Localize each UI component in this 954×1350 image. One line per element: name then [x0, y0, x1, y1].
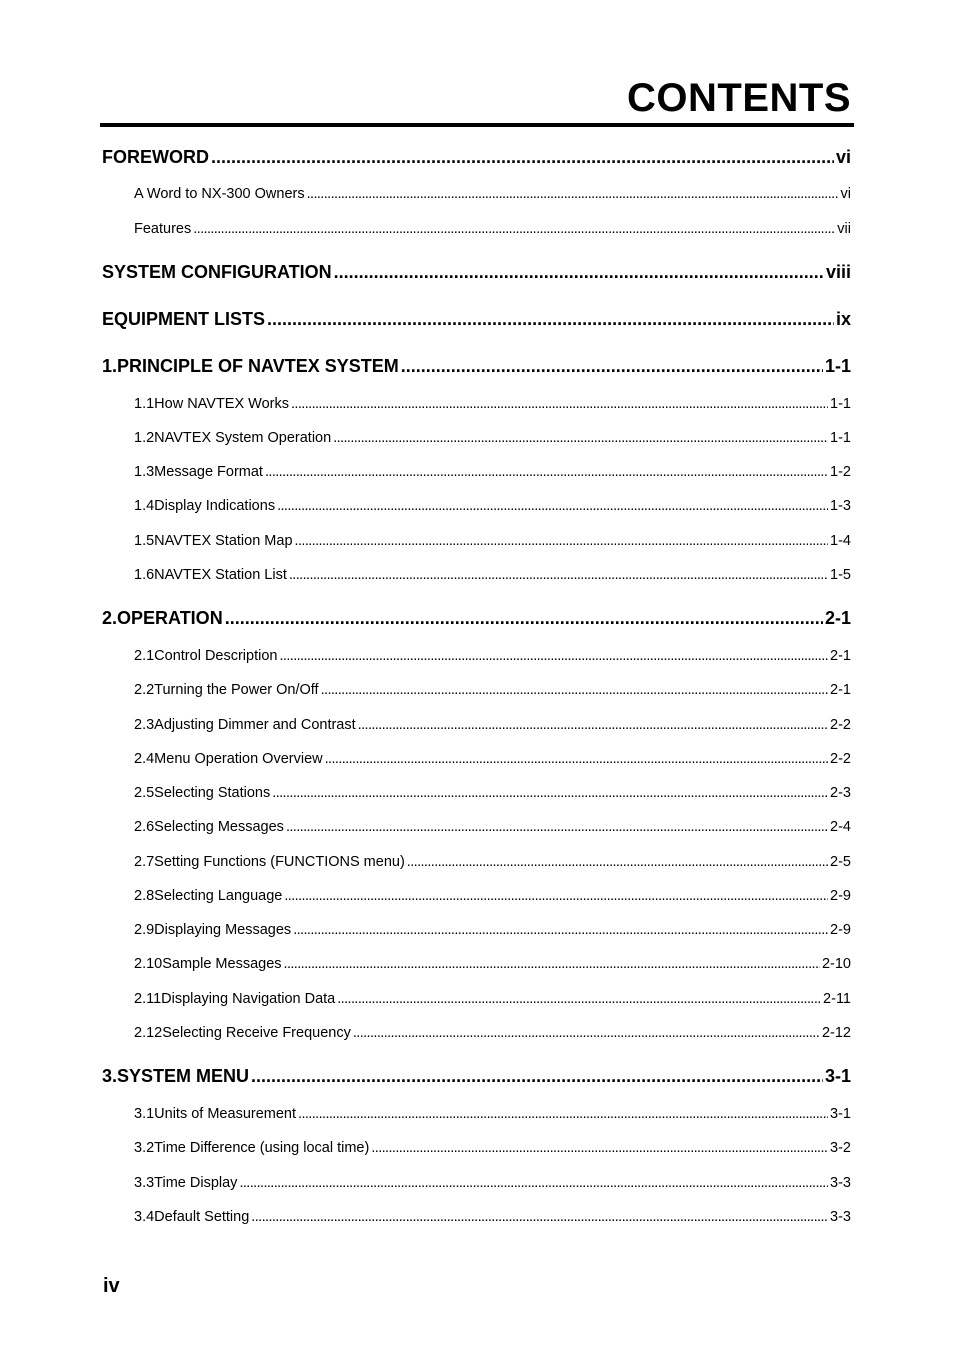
dot-leader [289, 567, 828, 583]
toc-entry-number: 1.4 [134, 498, 155, 514]
toc-entry-label: How NAVTEX Works [154, 396, 289, 412]
toc-section-entry [102, 648, 851, 664]
toc-entry-page: 1-4 [830, 533, 851, 549]
dot-leader [371, 1140, 828, 1156]
toc-entry-page: 2-2 [830, 717, 851, 733]
toc-entry-number: 2.5 [134, 785, 155, 801]
dot-leader [291, 396, 828, 412]
toc-section-entry [102, 888, 851, 904]
toc-chapter-entry [102, 1066, 851, 1087]
toc-section-entry [102, 1025, 851, 1041]
toc-section-entry [102, 854, 851, 870]
toc-section-entry [102, 430, 851, 446]
toc-entry-number: 3. [102, 1066, 118, 1086]
toc-entry-label: Time Display [154, 1175, 238, 1191]
toc-entry-number: 3.3 [134, 1175, 155, 1191]
toc-entry-number: 2.10 [134, 956, 163, 972]
toc-entry-label: SYSTEM MENU [117, 1066, 250, 1086]
toc-entry-page: vii [837, 221, 851, 237]
toc-section-entry [102, 819, 851, 835]
toc-entry-page: 3-3 [830, 1209, 851, 1225]
toc-section-entry [102, 956, 851, 972]
toc-entry-page: 1-1 [824, 356, 851, 376]
toc-section-entry [102, 464, 851, 480]
dot-leader [298, 1106, 828, 1122]
toc-section-entry [102, 922, 851, 938]
toc-entry-label: Units of Measurement [154, 1106, 297, 1122]
toc-entry-page: vi [840, 186, 851, 202]
toc-entry-label: A Word to NX-300 Owners [134, 186, 305, 202]
dot-leader [358, 717, 828, 733]
toc-chapter-entry [102, 356, 851, 377]
toc-entry-page: 2-1 [824, 608, 851, 628]
toc-entry-label: Displaying Navigation Data [161, 991, 336, 1007]
toc-chapter-entry [102, 147, 851, 168]
toc-entry-page: 2-9 [830, 888, 851, 904]
toc-section-entry [102, 186, 851, 202]
toc-entry-number: 2. [102, 608, 118, 628]
toc-section-entry [102, 1209, 851, 1225]
toc-entry-page: 1-2 [830, 464, 851, 480]
toc-entry-page: 1-1 [830, 430, 851, 446]
toc-entry-label: OPERATION [117, 608, 223, 628]
toc-section-entry [102, 717, 851, 733]
dot-leader [407, 854, 828, 870]
toc-section-entry [102, 785, 851, 801]
toc-entry-number: 2.8 [134, 888, 155, 904]
toc-entry-number: 2.4 [134, 751, 155, 767]
toc-entry-label: PRINCIPLE OF NAVTEX SYSTEM [117, 356, 399, 376]
toc-entry-number: 2.12 [134, 1025, 163, 1041]
toc-entry-number: 3.2 [134, 1140, 155, 1156]
toc-entry-page: 2-3 [830, 785, 851, 801]
dot-leader [307, 186, 839, 202]
dot-leader [279, 648, 828, 664]
toc-entry-label: Turning the Power On/Off [154, 682, 319, 698]
toc-entry-number: 2.9 [134, 922, 155, 938]
dot-leader [334, 262, 824, 283]
toc-entry-label: Default Setting [154, 1209, 250, 1225]
toc-entry-page: 2-12 [821, 1025, 851, 1041]
toc-section-entry [102, 498, 851, 514]
dot-leader [337, 991, 821, 1007]
toc-entry-label: Features [134, 221, 192, 237]
dot-leader [286, 819, 828, 835]
toc-entry-page: 3-3 [830, 1175, 851, 1191]
toc-entry-page: 3-2 [830, 1140, 851, 1156]
toc-section-entry [102, 1106, 851, 1122]
toc-entry-label: Selecting Language [154, 888, 283, 904]
toc-entry-label: Display Indications [154, 498, 276, 514]
toc-section-entry [102, 396, 851, 412]
toc-section-entry [102, 682, 851, 698]
toc-entry-label: Sample Messages [162, 956, 282, 972]
toc-entry-number: 2.11 [134, 991, 162, 1007]
toc-entry-number: 2.7 [134, 854, 155, 870]
toc-entry-page: 2-5 [830, 854, 851, 870]
dot-leader [284, 956, 820, 972]
dot-leader [325, 751, 828, 767]
toc-entry-number: 1.5 [134, 533, 155, 549]
page-number: iv [103, 1275, 120, 1297]
table-of-contents [102, 0, 851, 1350]
dot-leader [353, 1025, 820, 1041]
toc-section-entry [102, 221, 851, 237]
dot-leader [211, 147, 834, 168]
dot-leader [193, 221, 835, 237]
toc-entry-page: 2-4 [830, 819, 851, 835]
toc-entry-label: Control Description [154, 648, 278, 664]
toc-entry-number: 1.2 [134, 430, 155, 446]
toc-entry-label: Displaying Messages [154, 922, 292, 938]
toc-entry-label: NAVTEX System Operation [154, 430, 332, 446]
dot-leader [401, 356, 823, 377]
toc-entry-label: NAVTEX Station Map [154, 533, 293, 549]
dot-leader [293, 922, 828, 938]
dot-leader [321, 682, 828, 698]
toc-entry-page: 2-10 [821, 956, 851, 972]
toc-chapter-entry [102, 608, 851, 629]
toc-entry-page: 2-11 [823, 991, 851, 1007]
toc-entry-page: 1-5 [830, 567, 851, 583]
dot-leader [295, 533, 829, 549]
toc-section-entry [102, 751, 851, 767]
dot-leader [251, 1209, 828, 1225]
dot-leader [225, 608, 823, 629]
toc-entry-page: 1-1 [830, 396, 851, 412]
dot-leader [277, 498, 828, 514]
toc-entry-label: Selecting Stations [154, 785, 271, 801]
toc-entry-number: 2.1 [134, 648, 155, 664]
dot-leader [265, 464, 828, 480]
toc-entry-label: Menu Operation Overview [154, 751, 323, 767]
toc-entry-number: 1.1 [134, 396, 155, 412]
toc-entry-label: NAVTEX Station List [154, 567, 287, 583]
toc-entry-number: 1.3 [134, 464, 155, 480]
toc-entry-number: 2.2 [134, 682, 155, 698]
dot-leader [251, 1066, 823, 1087]
dot-leader [239, 1175, 828, 1191]
toc-entry-page: 3-1 [824, 1066, 851, 1086]
toc-chapter-entry [102, 309, 851, 330]
toc-entry-page: 3-1 [830, 1106, 851, 1122]
toc-section-entry [102, 1175, 851, 1191]
page-title: CONTENTS [627, 76, 851, 120]
toc-entry-label: SYSTEM CONFIGURATION [102, 262, 332, 282]
toc-entry-page: 2-9 [830, 922, 851, 938]
toc-entry-page: vi [835, 147, 851, 167]
toc-entry-page: viii [825, 262, 851, 282]
toc-chapter-entry [102, 262, 851, 283]
toc-entry-label: Adjusting Dimmer and Contrast [154, 717, 356, 733]
toc-entry-label: Selecting Receive Frequency [162, 1025, 351, 1041]
toc-entry-label: Selecting Messages [154, 819, 284, 835]
dot-leader [272, 785, 828, 801]
toc-entry-number: 2.6 [134, 819, 155, 835]
toc-entry-number: 1. [102, 356, 118, 376]
toc-entry-number: 2.3 [134, 717, 155, 733]
toc-entry-label: Time Difference (using local time) [154, 1140, 370, 1156]
toc-entry-label: EQUIPMENT LISTS [102, 309, 266, 329]
toc-entry-page: 2-1 [830, 648, 851, 664]
toc-section-entry [102, 533, 851, 549]
toc-entry-label: Setting Functions (FUNCTIONS menu) [154, 854, 405, 870]
dot-leader [284, 888, 828, 904]
toc-entry-number: 1.6 [134, 567, 155, 583]
toc-section-entry [102, 1140, 851, 1156]
toc-entry-number: 3.1 [134, 1106, 155, 1122]
dot-leader [267, 309, 834, 330]
toc-entry-number: 3.4 [134, 1209, 155, 1225]
toc-entry-label: Message Format [154, 464, 263, 480]
toc-entry-page: 2-1 [830, 682, 851, 698]
toc-entry-page: 1-3 [830, 498, 851, 514]
toc-entry-page: 2-2 [830, 751, 851, 767]
toc-section-entry [102, 567, 851, 583]
toc-section-entry [102, 991, 851, 1007]
toc-entry-page: ix [835, 309, 851, 329]
dot-leader [333, 430, 828, 446]
toc-entry-label: FOREWORD [102, 147, 209, 167]
